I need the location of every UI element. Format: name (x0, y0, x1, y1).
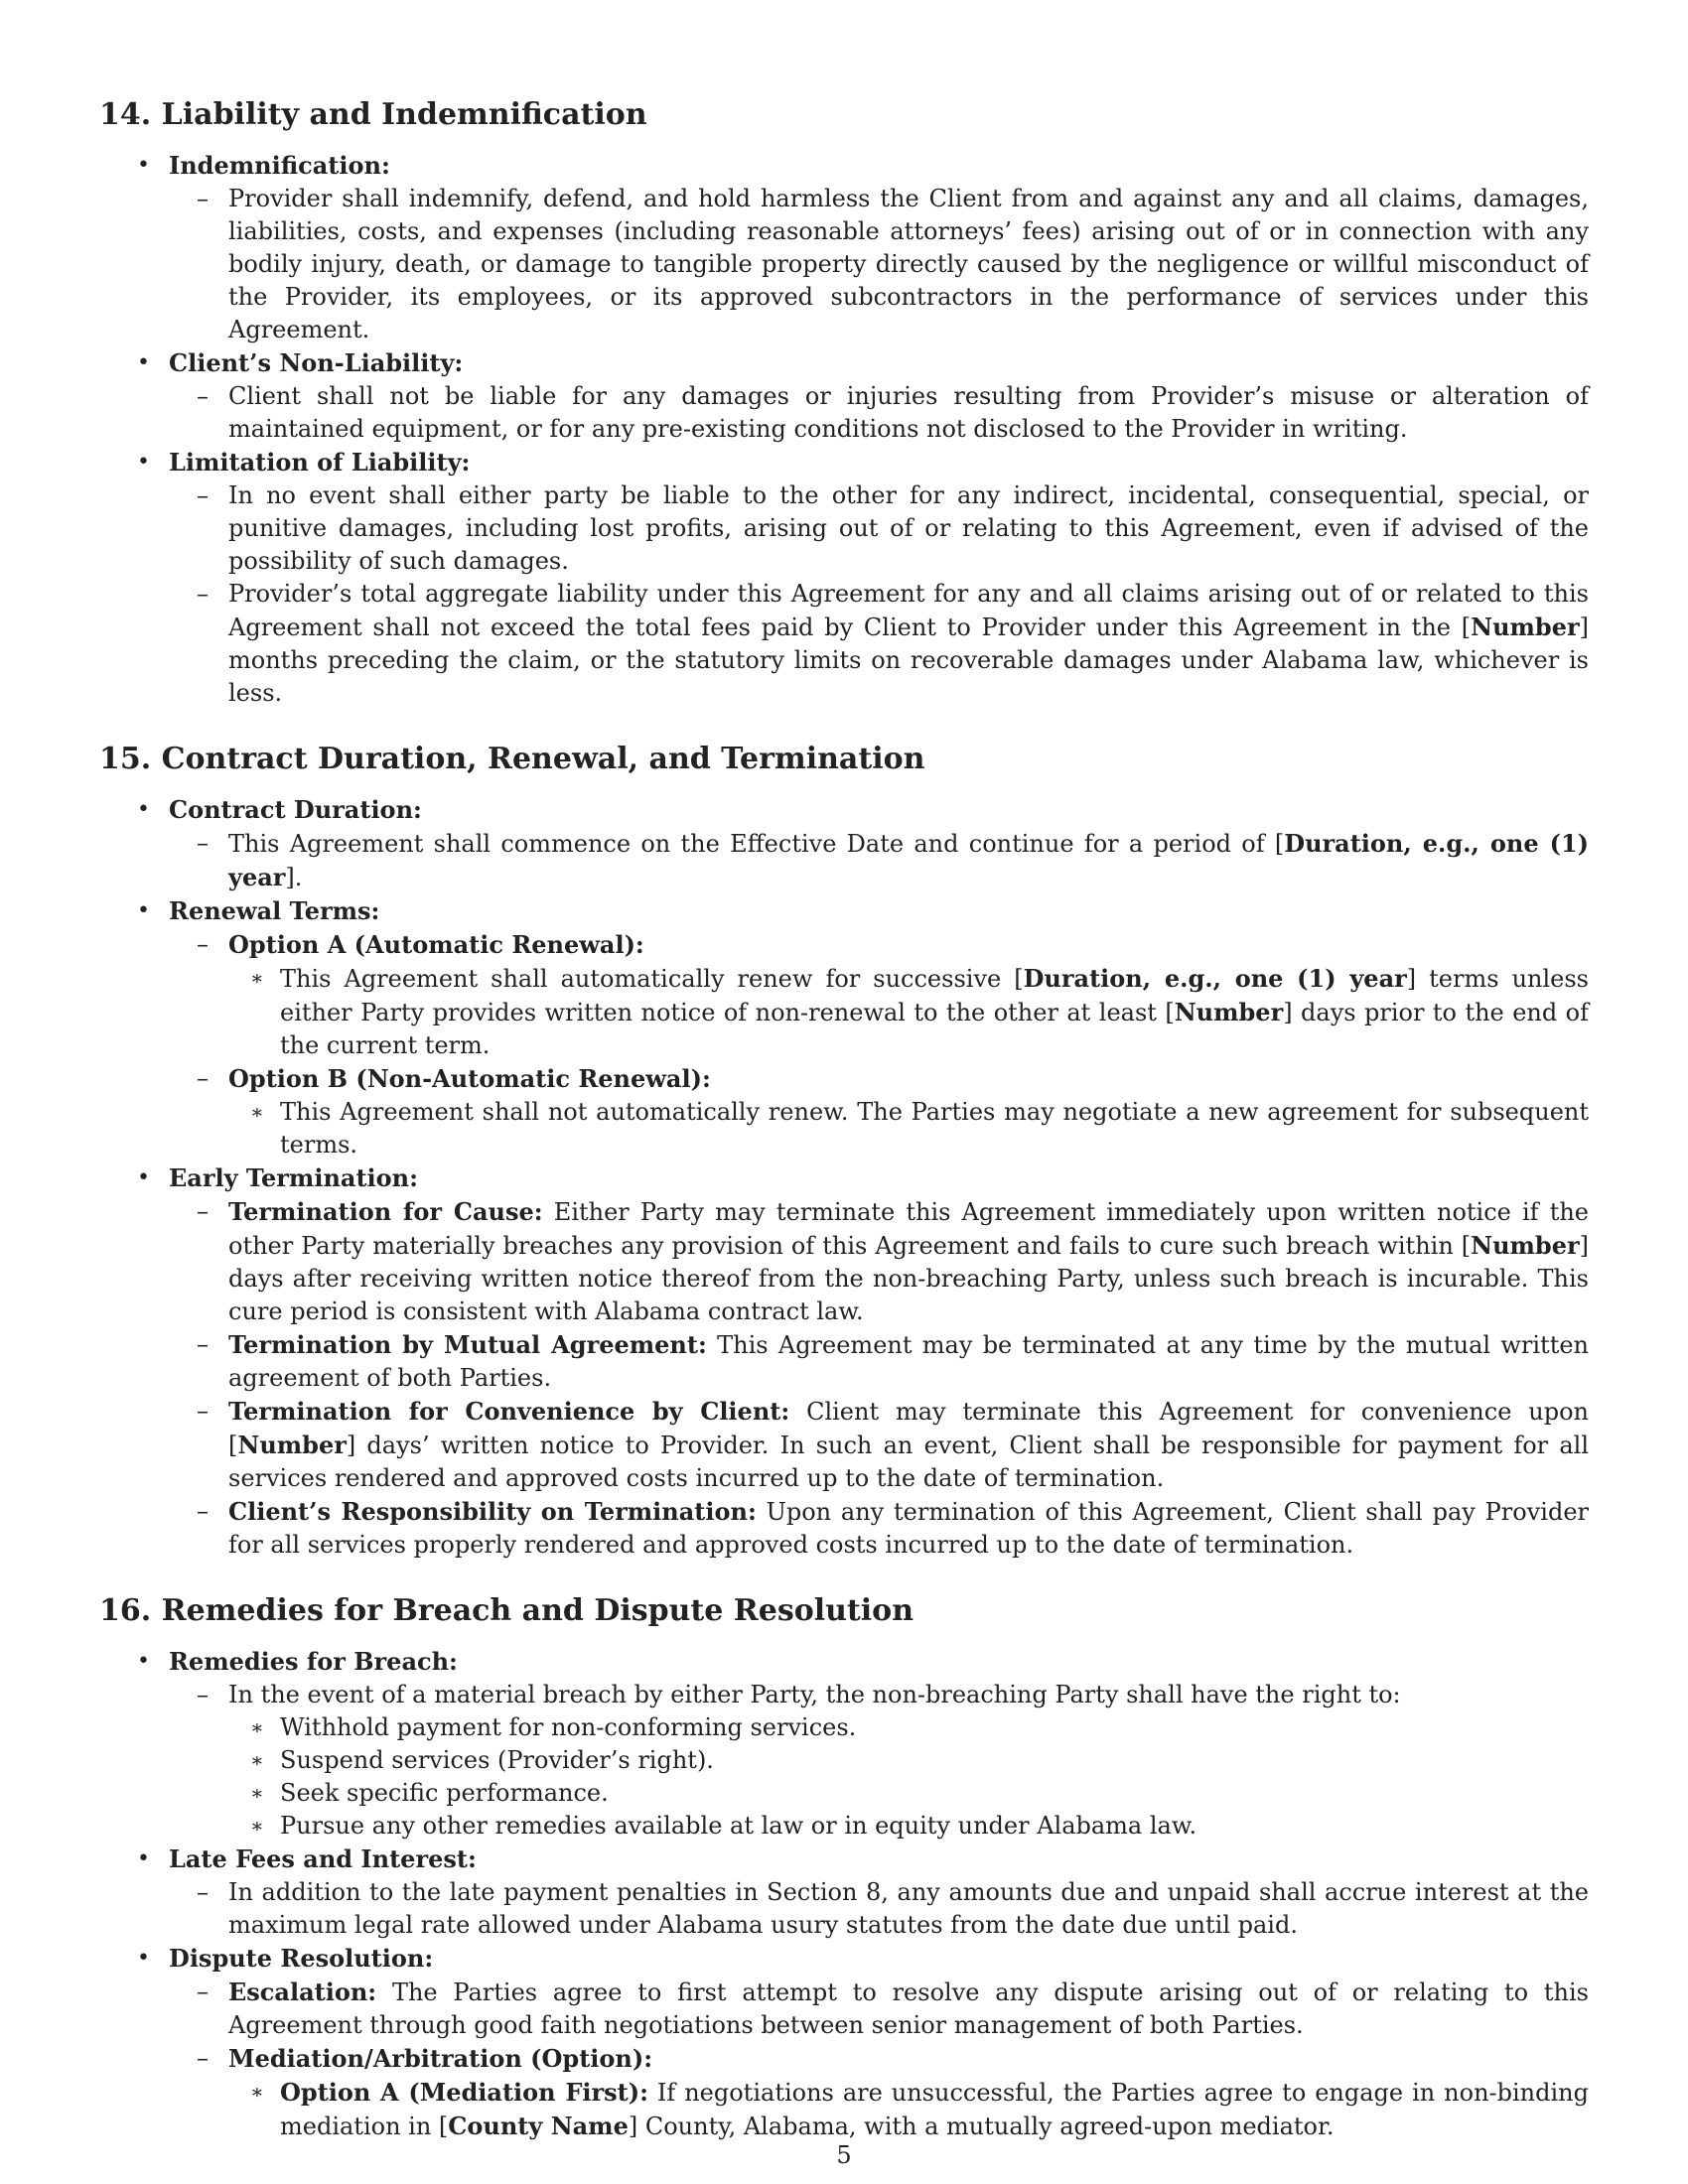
section-16-heading: 16. Remedies for Breach and Dispute Resolution (99, 1593, 914, 1628)
list-item: ∗ Suspend services (Provider’s right). (250, 1746, 714, 1774)
list-item: – In the event of a material breach by either Party, the non-breaching Party shall have the right to: (197, 1681, 1401, 1708)
list-item: ∗ Option A (Mediation First): If negotiations are unsuccessful, the Parties agree to engage in non-binding mediation in [County Name] County, Alabama, with a mutually agreed-upon mediator. (250, 2078, 1589, 2140)
list-item: • Remedies for Breach: (137, 1647, 458, 1676)
list-item: ∗ Withhold payment for non-conforming services. (250, 1713, 857, 1741)
list-item: – Termination for Cause: Either Party may terminate this Agreement immediately upon written notice if the other Party materially breaches any provision of this Agreement and fails to cure such breach within [Number] days after receiving written notice thereof from the non-breaching Party, unless such breach is incurable. This cure period is consistent with Alabama contract law. (197, 1197, 1589, 1325)
list-item: • Late Fees and Interest: (137, 1844, 477, 1873)
list-item: • Renewal Terms: (137, 896, 380, 925)
list-item: • Indemnification: (137, 151, 390, 180)
list-item: – Escalation: The Parties agree to first attempt to resolve any dispute arising out of or relating to this Agreement through good faith negotiations between senior management of both Parties. (197, 1978, 1589, 2039)
list-item: – Mediation/Arbitration (Option): (197, 2044, 653, 2073)
list-item: – Provider’s total aggregate liability under this Agreement for any and all claims arising out of or related to this Agreement shall not exceed the total fees paid by Client to Provider under this Agreement in the [Number] months preceding the claim, or the statutory limits on recoverable damages under Alabama law, whichever is less. (197, 580, 1589, 707)
list-item: – Provider shall indemnify, defend, and hold harmless the Client from and against any and all claims, damages, liabilities, costs, and expenses (including reasonable attorneys’ fees) arising out of or in connection with any bodily injury, death, or damage to tangible property directly caused by the negligence or willful misconduct of the Provider, its employees, or its approved subcontractors in the performance of services under this Agreement. (197, 185, 1589, 343)
list-item: – This Agreement shall commence on the Effective Date and continue for a period of [Duration, e.g., one (1) year]. (197, 829, 1589, 891)
page-number: 5 (836, 2141, 852, 2169)
list-item: – In addition to the late payment penalties in Section 8, any amounts due and unpaid shall accrue interest at the maximum legal rate allowed under Alabama usury statutes from the date due until paid. (197, 1878, 1589, 1939)
list-item: • Dispute Resolution: (137, 1944, 434, 1973)
document-page (99, 95, 1589, 2143)
section-14-heading: 14. Liability and Indemnification (99, 97, 647, 132)
list-item: • Client’s Non-Liability: (137, 348, 464, 377)
list-item: • Early Termination: (137, 1163, 418, 1192)
list-item: • Contract Duration: (137, 795, 422, 824)
list-item: – Client’s Responsibility on Termination: Upon any termination of this Agreement, Client shall pay Provider for all services properly rendered and approved costs incurred up to the date of termination. (197, 1497, 1590, 1559)
list-item: • Limitation of Liability: (137, 448, 471, 477)
list-item: – Option B (Non-Automatic Renewal): (197, 1064, 711, 1093)
list-item: – Termination for Convenience by Client: Client may terminate this Agreement for convenience upon [Number] days’ written notice to Provider. In such an event, Client shall be responsible for payment for all services rendered and approved costs incurred up to the date of termination. (197, 1397, 1589, 1492)
list-item: ∗ This Agreement shall automatically renew for successive [Duration, e.g., one (1) year] terms unless either Party provides written notice of non-renewal to the other at least [Number] days prior to the end of the current term. (250, 964, 1590, 1059)
list-item: ∗ Pursue any other remedies available at law or in equity under Alabama law. (250, 1812, 1197, 1840)
list-item: – Client shall not be liable for any damages or injuries resulting from Provider’s misuse or alteration of maintained equipment, or for any pre-existing conditions not disclosed to the Provider in writing. (197, 382, 1589, 443)
list-item: ∗ This Agreement shall not automatically renew. The Parties may negotiate a new agreement for subsequent terms. (250, 1098, 1589, 1159)
list-item: – In no event shall either party be liable to the other for any indirect, incidental, consequential, special, or punitive damages, including lost profits, arising out of or relating to this Agreement, even if advised of the possibility of such damages. (197, 481, 1589, 575)
list-item: – Option A (Automatic Renewal): (197, 930, 644, 959)
list-item: ∗ Seek specific performance. (250, 1779, 609, 1807)
list-item: – Termination by Mutual Agreement: This Agreement may be terminated at any time by the mutual written agreement of both Parties. (197, 1330, 1589, 1392)
section-15-heading: 15. Contract Duration, Renewal, and Termination (99, 742, 925, 776)
